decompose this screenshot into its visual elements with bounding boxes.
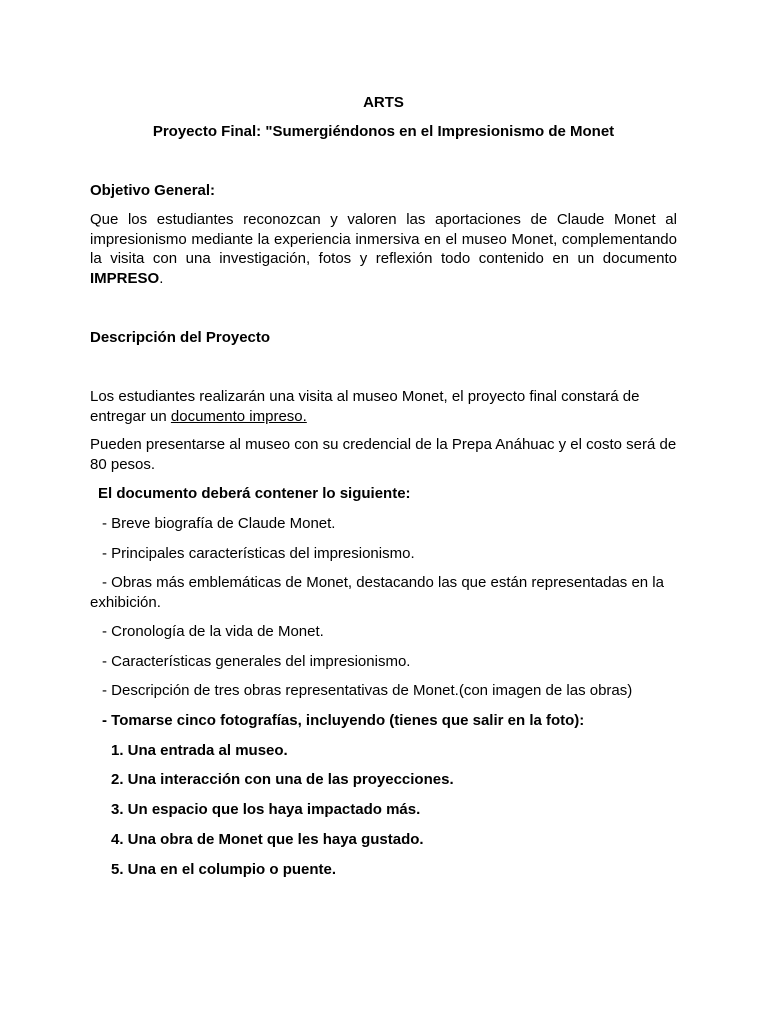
visita-paragraph [90, 387, 677, 426]
objetivo-paragraph [90, 210, 677, 288]
foto-item: 4. Una obra de Monet que les haya gustado. [111, 831, 424, 848]
list-item: - Descripción de tres obras representativas de Monet.(con imagen de las obras) [102, 682, 633, 699]
objetivo-heading: Objetivo General: [90, 182, 216, 199]
contenido-heading: El documento deberá contener lo siguiente: [98, 485, 411, 502]
list-item: - Breve biografía de Claude Monet. [102, 515, 336, 532]
foto-item: 1. Una entrada al museo. [111, 742, 288, 759]
list-item: - Cronología de la vida de Monet. [102, 623, 324, 640]
costo-paragraph: Pueden presentarse al museo con su credencial de la Prepa Anáhuac y el costo será de 80 pesos. [90, 436, 677, 473]
list-item: - Principales características del impresionismo. [102, 545, 415, 562]
foto-item: 3. Un espacio que los haya impactado más. [111, 801, 421, 818]
fotos-heading: - Tomarse cinco fotografías, incluyendo (tienes que salir en la foto): [102, 712, 585, 729]
documento-impreso-text: documento impreso. [170, 407, 307, 425]
visita-text: Los estudiantes realizarán una visita al museo Monet, el proyecto final constará de entregar un [90, 388, 640, 425]
descripcion-heading: Descripción del Proyecto [90, 329, 271, 346]
foto-item: 5. Una en el columpio o puente. [111, 861, 337, 878]
doc-title: ARTS [363, 94, 404, 111]
objetivo-text: Que los estudiantes reconozcan y valoren las aportaciones de Claude Monet al impresionismo mediante la experiencia inmersiva en el museo Monet, complementando la visita con una investigación, fotos y reflexión todo contenido en un documento [90, 211, 677, 267]
list-item: - Características generales del impresionismo. [102, 653, 411, 670]
objetivo-end: . [159, 269, 164, 287]
doc-subtitle: Proyecto Final: "Sumergiéndonos en el Impresionismo de Monet [152, 123, 615, 140]
list-item: - Obras más emblemáticas de Monet, destacando las que están representadas en la exhibición. [90, 574, 664, 611]
objetivo-bold: IMPRESO [90, 269, 160, 287]
foto-item: 2. Una interacción con una de las proyecciones. [111, 771, 454, 788]
